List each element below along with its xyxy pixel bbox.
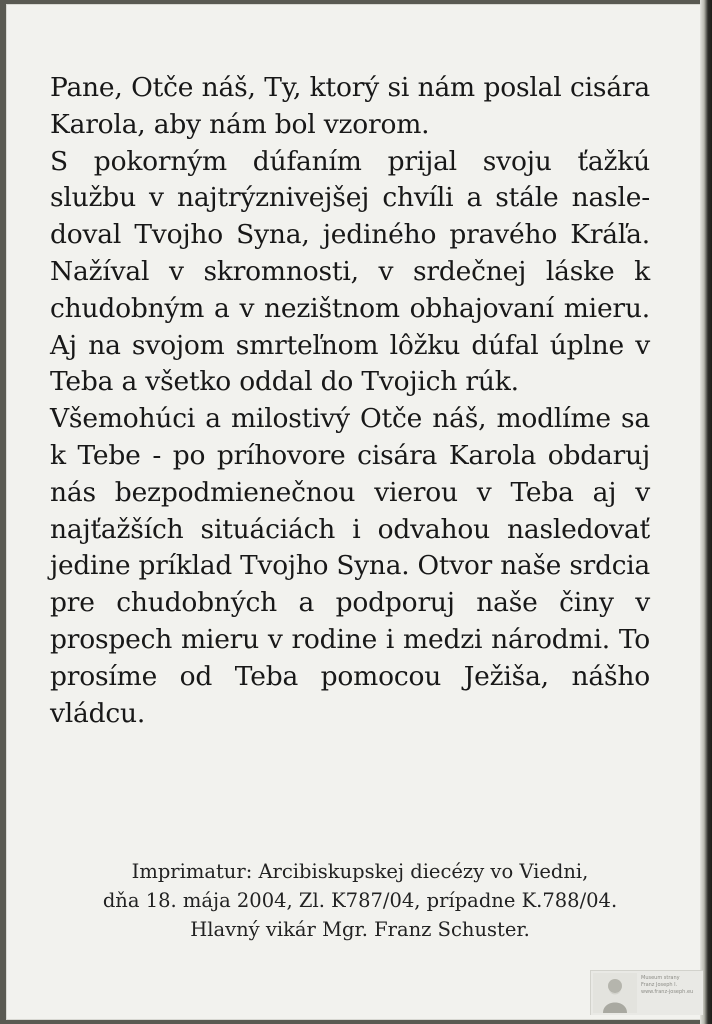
imprimatur-note	[60, 857, 660, 944]
prayer-line: jedine príklad Tvojho Syna. Otvor naše srdcia	[50, 550, 651, 582]
imprimatur-line: Hlavný vikár Mgr. Franz Schuster.	[190, 918, 530, 941]
prayer-line: pre chudobných a podporuj naše činy v	[50, 587, 650, 619]
watermark-line: Franz Joseph I.	[641, 982, 678, 988]
watermark-line: www.franz-joseph.eu	[641, 989, 694, 995]
prayer-line: Všemohúci a milostivý Otče náš, modlíme sa	[50, 403, 650, 435]
prayer-line: Karola, aby nám bol vzorom.	[50, 108, 430, 140]
watermark-text	[641, 975, 701, 996]
prayer-line: najťažších situáciách i odvahou nasledovať	[50, 513, 650, 545]
imprimatur-line: dňa 18. mája 2004, Zl. K787/04, prípadne K.788/04.	[102, 889, 618, 912]
prayer-line: nás bezpodmienečnou vierou v Teba aj v	[50, 476, 650, 508]
prayer-line: chudobným a v nezištnom obhajovaní mieru.	[50, 292, 650, 324]
prayer-line: Pane, Otče náš, Ty, ktorý si nám poslal cisára	[50, 72, 650, 103]
prayer-line: službu v najtrýznivejšej chvíli a stále nasle-	[50, 182, 650, 214]
prayer-line: Teba a všetko oddal do Tvojich rúk.	[50, 366, 519, 398]
card-edge-shadow	[700, 0, 712, 1024]
prayer-text	[50, 70, 650, 732]
prayer-line: Aj na svojom smrteľnom lôžku dúfal úplne v	[50, 329, 650, 361]
museum-watermark	[590, 970, 703, 1015]
prayer-line: vládcu.	[50, 697, 146, 729]
prayer-line: S pokorným dúfaním prijal svoju ťažkú	[50, 145, 650, 177]
prayer-line: prosíme od Teba pomocou Ježiša, nášho	[50, 660, 650, 692]
emperor-portrait-icon	[593, 973, 637, 1013]
watermark-line: Museum strany	[641, 975, 680, 981]
imprimatur-line: Imprimatur: Arcibiskupskej diecézy vo Viedni,	[131, 860, 589, 883]
prayer-line: doval Tvojho Syna, jediného pravého Kráľa.	[50, 219, 650, 251]
prayer-line: Nažíval v skromnosti, v srdečnej láske k	[50, 255, 650, 287]
prayer-line: k Tebe - po príhovore cisára Karola obdaruj	[50, 439, 650, 471]
prayer-line: prospech mieru v rodine i medzi národmi. To	[50, 623, 650, 655]
